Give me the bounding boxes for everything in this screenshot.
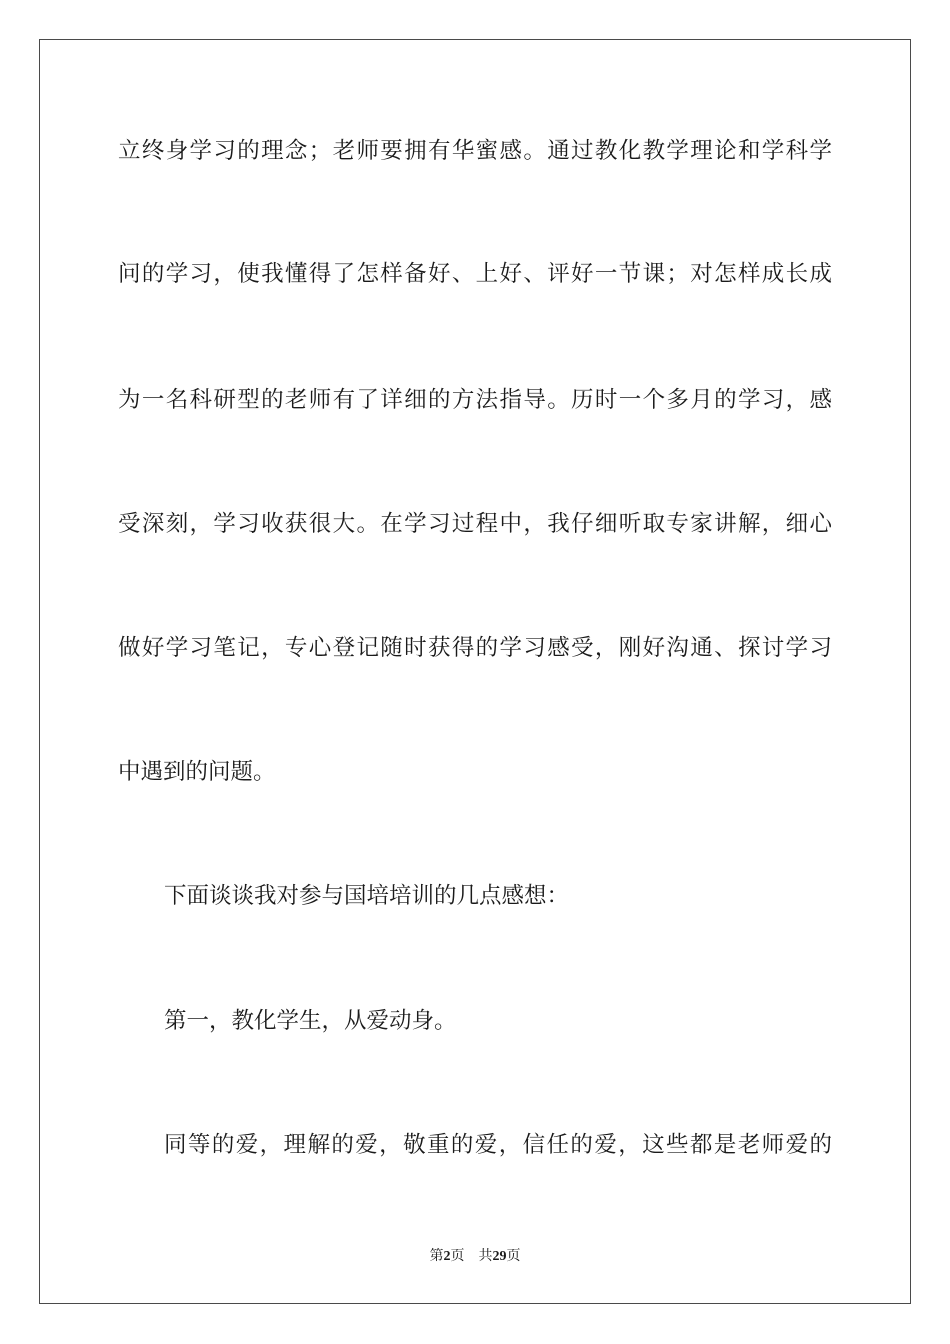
body-text-line-6: 中遇到的问题。: [118, 759, 276, 785]
paragraph-intro: 下面谈谈我对参与国培培训的几点感想：: [164, 883, 570, 909]
footer-page-number: 2: [443, 1249, 451, 1264]
footer-total-prefix: 共: [478, 1248, 493, 1264]
body-text-line-5: 做好学习笔记，专心登记随时获得的学习感受，刚好沟通、探讨学习: [118, 635, 832, 661]
paragraph-love: 同等的爱，理解的爱，敬重的爱，信任的爱，这些都是老师爱的: [164, 1132, 832, 1158]
body-text-line-1: 立终身学习的理念；老师要拥有华蜜感。通过教化教学理论和学科学: [118, 138, 832, 164]
footer-page-suffix: 页: [450, 1248, 465, 1264]
body-text-line-2: 问的学习，使我懂得了怎样备好、上好、评好一节课；对怎样成长成: [118, 261, 832, 287]
page-footer: [0, 1246, 950, 1267]
body-text-line-3: 为一名科研型的老师有了详细的方法指导。历时一个多月的学习，感: [118, 387, 832, 413]
body-text-line-4: 受深刻，学习收获很大。在学习过程中，我仔细听取专家讲解，细心: [118, 511, 832, 537]
footer-page-prefix: 第: [429, 1248, 444, 1264]
page-border: [39, 39, 911, 1304]
footer-total-pages: 29: [492, 1249, 507, 1264]
section-heading-first: 第一，教化学生，从爱动身。: [164, 1008, 457, 1034]
footer-total-suffix: 页: [506, 1248, 521, 1264]
